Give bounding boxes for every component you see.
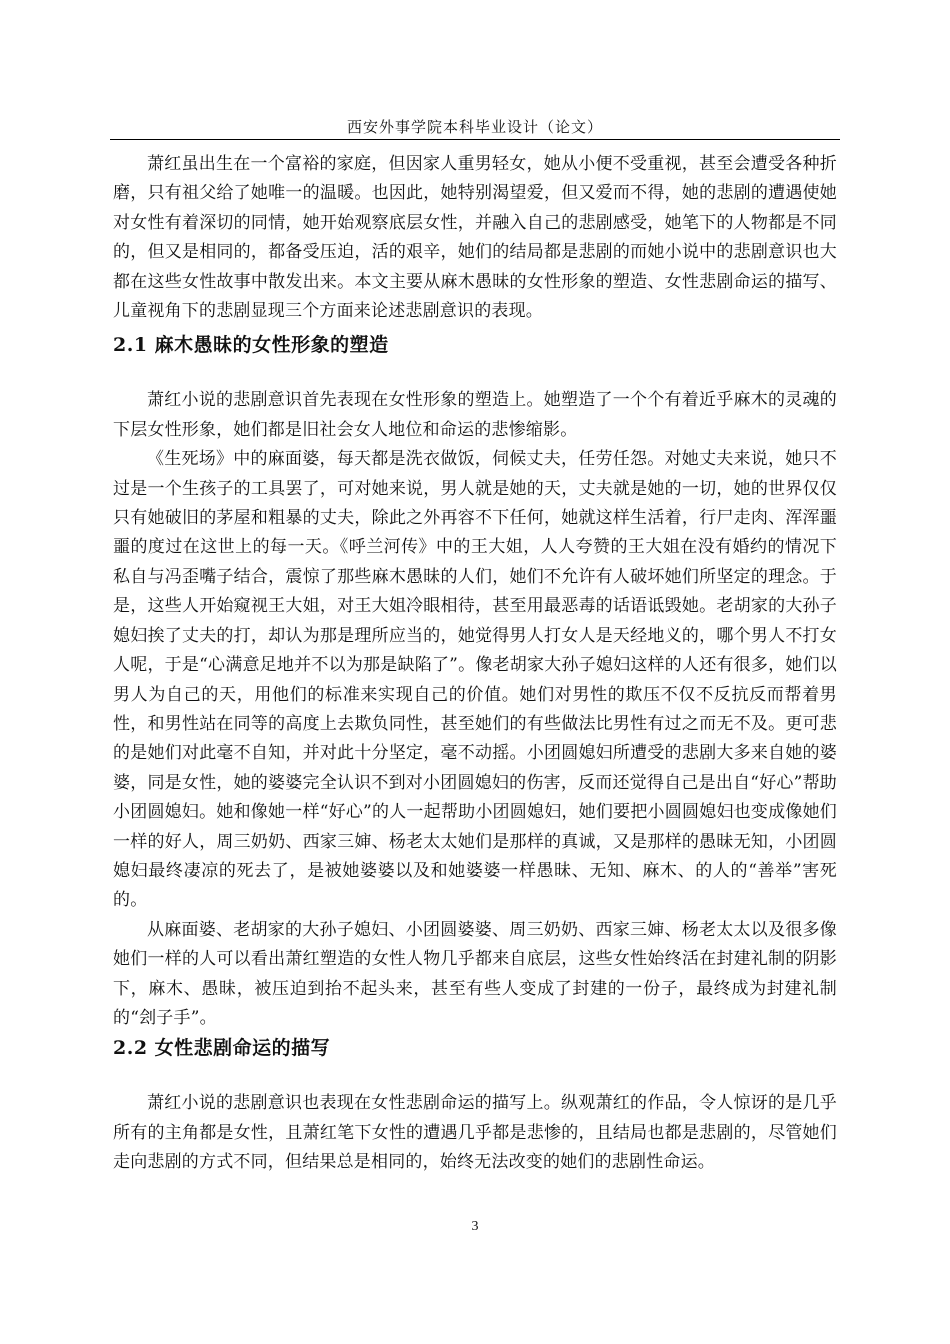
- section-2-1-paragraph-1: 萧红小说的悲剧意识首先表现在女性形象的塑造上。她塑造了一个个有着近乎麻木的灵魂的下层女性形象，她们都是旧社会女人地位和命运的悲惨缩影。: [113, 390, 837, 440]
- running-header: 西安外事学院本科毕业设计（论文）: [346, 118, 603, 136]
- section-heading-2-1: 2.1 麻木愚昧的女性形象的塑造: [113, 334, 389, 357]
- section-2-1-paragraph-3: 从麻面婆、老胡家的大孙子媳妇、小团圆婆婆、周三奶奶、西家三婶、杨老太太以及很多像她们一样的人可以看出萧红塑造的女性人物几乎都来自底层，这些女性始终活在封建礼制的阴影下，麻木、愚昧，被压迫到抬不起头来，甚至有些人变成了封建的一份子，最终成为封建礼制的“刽子手”。: [113, 919, 837, 1028]
- section-heading-2-2: 2.2 女性悲剧命运的描写: [113, 1037, 331, 1060]
- intro-paragraph: 萧红虽出生在一个富裕的家庭，但因家人重男轻女，她从小便不受重视，甚至会遭受各种折磨，只有祖父给了她唯一的温暖。也因此，她特别渴望爱，但又爱而不得，她的悲剧的遭遇使她对女性有着深切的同情，她开始观察底层女性，并融入自己的悲剧感受，她笔下的人物都是不同的，但又是相同的，都备受压迫，活的艰辛，她们的结局都是悲剧的而她小说中的悲剧意识也大都在这些女性故事中散发出来。本文主要从麻木愚昧的女性形象的塑造、女性悲剧命运的描写、儿童视角下的悲剧显现三个方面来论述悲剧意识的表现。: [113, 154, 837, 322]
- page-number: 3: [471, 1219, 479, 1234]
- header-rule: [110, 139, 840, 140]
- section-2-1-paragraph-2: 《生死场》中的麻面婆，每天都是洗衣做饭，伺候丈夫，任劳任怨。对她丈夫来说，她只不过是一个生孩子的工具罢了，可对她来说，男人就是她的天，丈夫就是她的一切，她的世界仅仅只有她破旧的茅屋和粗暴的丈夫，除此之外再容不下任何，她就这样生活着，行尸走肉、浑浑噩噩的度过在这世上的每一天。《呼兰河传》中的王大姐，人人夸赞的王大姐在没有婚约的情况下私自与冯歪嘴子结合，震惊了那些麻木愚昧的人们，她们不允许有人破坏她们所坚定的理念。于是，这些人开始窥视王大姐，对王大姐冷眼相待，甚至用最恶毒的话语诋毁她。老胡家的大孙子媳妇挨了丈夫的打，却认为那是理所应当的，她觉得男人打女人是天经地义的，哪个男人不打女人呢，于是“心满意足地并不以为那是缺陷了”。像老胡家大孙子媳妇这样的人还有很多，她们以男人为自己的天，用他们的标准来实现自己的价值。她们对男性的欺压不仅不反抗反而帮着男性，和男性站在同等的高度上去欺负同性，甚至她们的有些做法比男性有过之而无不及。更可悲的是她们对此毫不自知，并对此十分坚定，毫不动摇。小团圆媳妇所遭受的悲剧大多来自她的婆婆，同是女性，她的婆婆完全认识不到对小团圆媳妇的伤害，反而还觉得自己是出自“好心”帮助小团圆媳妇。她和像她一样“好心”的人一起帮助小团圆媳妇，她们要把小圆圆媳妇也变成像她们一样的好人，周三奶奶、西家三婶、杨老太太她们是那样的真诚，又是那样的愚昧无知，小团圆媳妇最终凄凉的死去了，是被她婆婆以及和她婆婆一样愚昧、无知、麻木、的人的“善举”害死的。: [113, 449, 837, 911]
- page-body: [113, 150, 837, 1178]
- section-2-2-paragraph-1: 萧红小说的悲剧意识也表现在女性悲剧命运的描写上。纵观萧红的作品，令人惊讶的是几乎所有的主角都是女性，且萧红笔下女性的遭遇几乎都是悲惨的，且结局也都是悲剧的，尽管她们走向悲剧的方式不同，但结果总是相同的，始终无法改变的她们的悲剧性命运。: [113, 1093, 837, 1173]
